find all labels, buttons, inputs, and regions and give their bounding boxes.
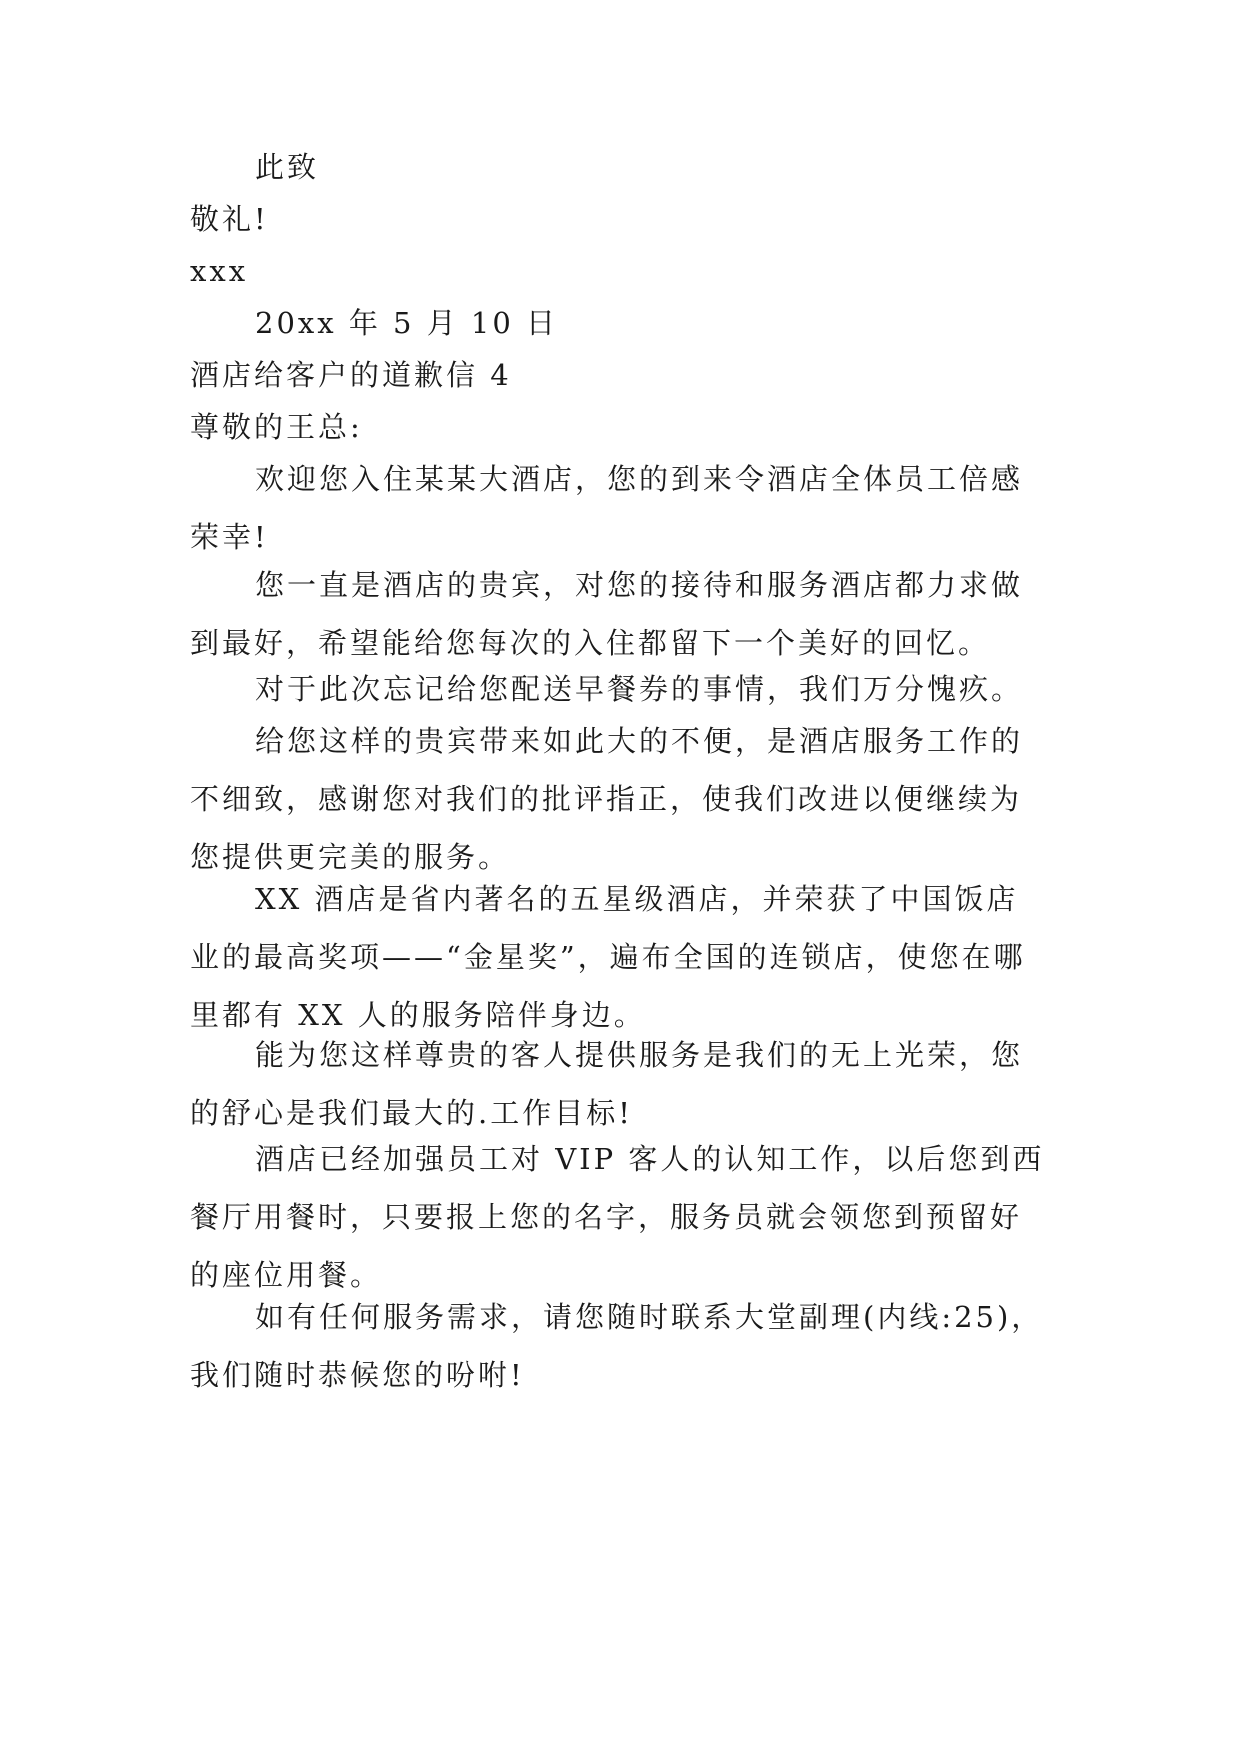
paragraph-contact: 如有任何服务需求，请您随时联系大堂副理(内线:25)，我们随时恭候您的吩咐! [190, 1300, 1044, 1392]
signer-name: xxx [190, 254, 249, 288]
paragraph-vip-guest: 您一直是酒店的贵宾，对您的接待和服务酒店都力求做到最好，希望能给您每次的入住都留下一个美好的回忆。 [190, 568, 1024, 660]
paragraph-vip-service: 酒店已经加强员工对 VIP 客人的认知工作，以后您到西餐厅用餐时，只要报上您的名字，服务员就会领您到预留好的座位用餐。 [190, 1142, 1045, 1292]
paragraph-apology: 对于此次忘记给您配送早餐券的事情，我们万分愧疚。 [255, 672, 1024, 706]
paragraph-welcome: 欢迎您入住某某大酒店，您的到来令酒店全体员工倍感荣幸! [190, 462, 1024, 554]
closing-salutation: 此致 [255, 150, 320, 184]
paragraph-honor: 能为您这样尊贵的客人提供服务是我们的无上光荣，您的舒心是我们最大的.工作目标! [190, 1038, 1024, 1130]
letter-title: 酒店给客户的道歉信 4 [190, 358, 512, 392]
paragraph-inconvenience: 给您这样的贵宾带来如此大的不便，是酒店服务工作的不细致，感谢您对我们的批评指正，使我们改进以便继续为您提供更完美的服务。 [190, 724, 1024, 874]
closing-regards: 敬礼! [190, 202, 269, 236]
letter-greeting: 尊敬的王总: [190, 410, 363, 444]
paragraph-hotel-intro: XX 酒店是省内著名的五星级酒店，并荣获了中国饭店业的最高奖项——“金星奖”，遍布全国的连锁店，使您在哪里都有 XX 人的服务陪伴身边。 [190, 882, 1026, 1032]
letter-date: 20xx 年 5 月 10 日 [255, 306, 559, 340]
